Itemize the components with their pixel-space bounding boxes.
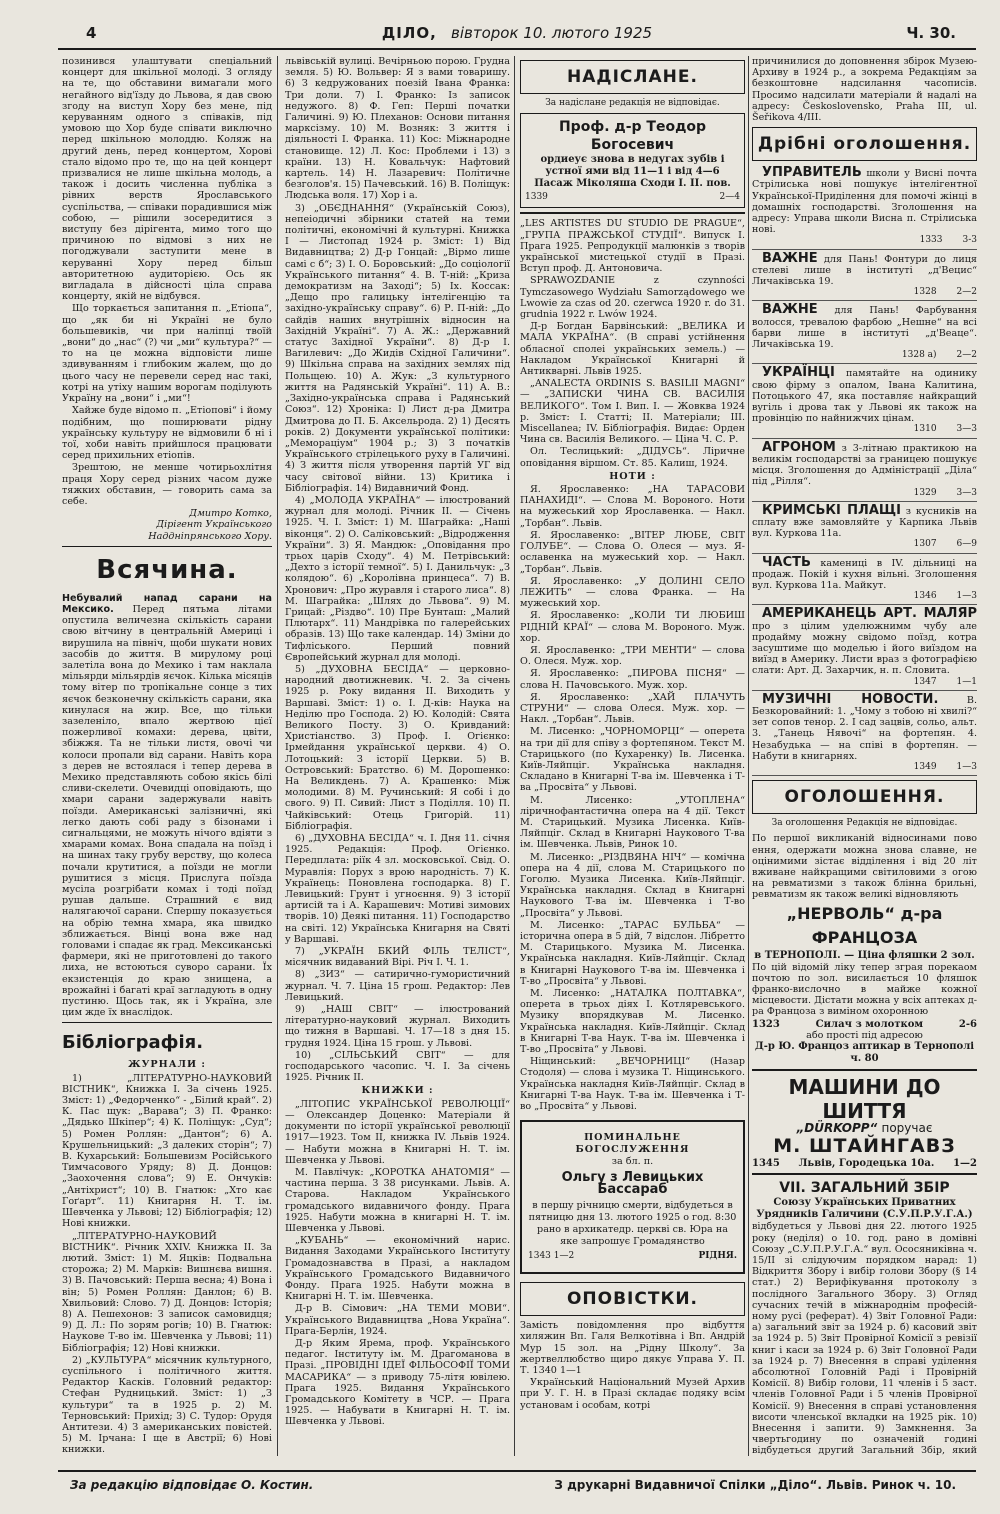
small-ads-list xyxy=(752,165,977,776)
small-ad-caption: АМЕРИКАНЕЦЬ АРТ. МАЛЯР xyxy=(762,606,977,622)
small-ad xyxy=(752,440,977,502)
notes-label: НОТИ : xyxy=(609,470,656,482)
nervol-also: або прості під адресою xyxy=(806,1029,923,1041)
letter-paragraph: Хайже буде відомо п. „Етіопові“ і йому подібним, що поширювати рідну українську культуру не відмовили б ні і тої, хоби навіть прийшлося працювати серед прихильних етіопів. xyxy=(62,405,272,462)
biblio-entry: 6) „ДУХОВНА БЕСІДА“ ч. І. Дня 11. січня 1925. Редакція: Проф. Огієнко. Передплата: ріїк 4 зл. московської. Свід. О. Муравлія: Порух з врою народність. 7) К. Українець: Поновлена господарка. 8) Г. Левицький: Грунт і угноєння. 9) З історії артисій та і А. Карашевич: Мотиві зимових творів. 10) Деякі питання. 11) Господарство на світі. 12) Українська Книгарня на Святі у Варшаві. xyxy=(285,833,510,945)
small-ad-count: 2—2 xyxy=(956,287,977,298)
biblio-entry: 3) „ОБЄДНАННЯ“ (Українській Союз), непеіодичні збірники статей на теми політичні, економічні й культурні. Книжка I — Листопад 1924 р. Зміст: 1) Від Видавництва; 2) Д-р Гонцай: „Вірмо лише самі с б“; 3) I. О. Боровський: „До соціології Українського питання“ 4. В. Т-ній: „Криза демократизм на Заході“; 5) Іх. Коссак: „Дещо про галицьку інтелігенцію та західно-українську справу“. 6) Р. П-ній: „До сайдів наших внутрішніх відносин на Західній Україні“. 7) А. Ж.: „Державний статус Західної України“. 8) Д-р І. Вагилевич: „До Жидів Східної Галичини“. 9) Шкільна справа на західних землях під Польщею. 10) А. Жук: „З культурного життя на Радянській Україні“. 11) А. В.: „Західно-українська справа і Радянський Союз“. 12) Хроніка: І) Лист д-ра Дмитра Дмитрова до П. Б. Аксельрода. 2) 1) Десять років. 2) Документи української політики: „Мемораціум“ 1904 р.; 3) З початків Українського стрілецького руху в Галичині. 4) З життя після утворення партій УГ від часу світової війни. 13) Критика і Бібліографія. 14) Видавничий Фонд. xyxy=(285,202,510,494)
small-ad-caption: ВАЖНЕ xyxy=(762,250,818,266)
notes-entry: Я. Ярославенко: „У ДОЛИНІ СЕЛО ЛЕЖИТЬ“ — слова Франка. — На мужеський хор. xyxy=(520,575,745,610)
memorial-notice xyxy=(520,1120,745,1274)
nervol-count: 2-6 xyxy=(958,1018,977,1030)
divider xyxy=(752,1069,977,1071)
meeting-title: VII. ЗАГАЛЬНИЙ ЗБІР xyxy=(779,1180,950,1197)
small-ad-count: 3—3 xyxy=(956,424,977,435)
issue-number: Ч. 30. xyxy=(906,24,956,42)
machines-code: 1345 xyxy=(752,1158,780,1170)
nervol-more: По цій відомій ліку тепер зграя порекаом почтою по зол. висилається 10 фляшок франко-вислочно в майже кожної місцевости. Дістати можна у всіх аптеках д-ра Францоза з виміном охоронною xyxy=(752,961,977,1018)
letter-paragraph: позинився улаштувати спеціальний концерт для шкільної молоді. З огляду на те, що обставини вимагали мого негайного від'їзду до Львова, я дав свою згоду на виступ Хору без мене, під керуванням одного з співаків, під умовою що Хор буде співати виключно перед шкільною молоддю. Коляж на другий день, перед концертом, Хорові стало відомо про те, що на цей концерт призвалися не лише шкільна молодь, а також і досить численна публіка з рівних верств Ярославського суспільства, — співаки порадившися між собою, — рішили зосередитися з виступу без дірігента, мимо того що причиною по відмові з них не погоджували заступити мене в керуванні Хору перед більш авторитетною аудиторією. Ось як вигладала в дійсності ціла справа концерту, якій не відбувся. xyxy=(62,56,272,303)
small-ads-title: Дрібні оголошення. xyxy=(757,134,972,155)
small-ad-text: школи у Висні почта Стрілиська нові пошукує інтелігентної Української-Приділення для помочі жінці в домашніх господарстві. Зголошення на адресу: Управа школи Висна п. Стрілиська нові. xyxy=(752,168,977,236)
notices-header xyxy=(520,1282,745,1316)
notes-entry: Я. Ярославенко: „ПИРОВА ПІСНЯ“ — слова Н. Пачовського. Муж. хор. xyxy=(520,668,745,691)
small-ad-count: 3—3 xyxy=(956,487,977,498)
misc-article-text: Перед пятьма літами опустила величезна скількість сарани свою вітчину в центральній Америці і вирушила на північ, щоби шукати нових засобів до життя. В мирулому році залетіла вона до Мехико і там наклала мільярди мільярдів яєчок. Кілька місяців тому вітер по тропікальне сонце з тих яєчок безконечну скількість сарани, яка кинулася на жир. Все, що тільки зазеленіло, впало жертвою цієї пожерливої комахи: дерева, цвіти, збіжжя. Та не тільки листя, овочі чи колоси пропали від сарани. Навіть кора з дерев не встоялася і тепер дерева в Мехико представляють собою якісь білі сливи-скелети. Очевидці оповідають, що хмари сарани задержували навіть поїзди. Американські залізничні, які легко дають собі раду з бізонами і сигнальцями, не можуть нічого вдіяти з хмарами комах. Вона спадала на поїзд і на шинах таку грубу верству, що колеса почали крутитися, а поїзди не могли рушитися з місця. Прислуга поїзда мусіла розгрібати комах і тоді поїзд рушав дальше. Страшний є вид налягаючої сарани. Спершу показується на обрію темна хмара, яка швидко зближається. Вінці вона вже над головами і спадає як град. Мексиканські фармери, які не приготовлені до такого лиха, не встоються суворо сарани. Їх екзистенція до краю знищена, а врожайні і багаті краї загладують в одну пустиню. Щось так, як і Україна, зле цим жде їх внаслідок. xyxy=(62,603,272,1019)
divider xyxy=(62,546,272,547)
nervol-place: в ТЕРНОПОЛІ. — Ціна фляшки 2 зол. xyxy=(754,949,975,961)
prof-ad xyxy=(520,113,745,208)
small-ad-ref xyxy=(752,488,977,499)
ads-title: ОГОЛОШЕННЯ. xyxy=(784,787,945,808)
small-ad-code: 1307 xyxy=(913,539,937,550)
small-ad-code: 1333 xyxy=(919,235,943,246)
small-ad-text: для Пань! Фонтури до лиця стелеві лише в інституті „д'Вецис“ Личаківська 19. xyxy=(752,253,977,288)
book-entry: М. Павлічук: „КОРОТКА АНАТОМІЯ“ — частина перша. З 38 рисунками. Львів. А. Старова. Накладом Українського громадського видавничого фонду. Прага 1925. Набути можна в книгарні Н. Т. ім. Шевченка у Львові. xyxy=(285,1166,510,1234)
ad-code xyxy=(525,192,740,203)
small-ad-caption: ВАЖНЕ xyxy=(762,302,818,318)
biblio-entry: 10) „СІЛЬСЬКИЙ СВІТ“ — для господарського часопис. Ч. І. За січень 1925. Річник ІІ. xyxy=(285,1049,510,1084)
small-ad-count: 1—1 xyxy=(956,676,977,687)
nervol-sign: Д-р Ю. Францоз аптикар в Тернополі ч. 80 xyxy=(754,1041,975,1065)
biblio-entry: 1) „ЛІТЕРАТУРНО-НАУКОВИЙ ВІСТНИК“, Книжка І. За січень 1925. Зміст: 1) „Федорченко“ - „Білий край“. 2) К. Пас щук: „Варава“; 3) П. Франко: „Дядько Шкіпер“; 4) К. Поліщук: „Суд“; 5) Ромен Роллян: „Дантон“; 6) А. Крушельницький: „З далеких сторін“; 7) В. Кухарський: Большевизм Російського Тимчасового Уряду; 8) Д. Донцов: „Заохочення слова“; 9) Е. Ончуків: „Антіхрист“; 10) В. Гнатюк: „Хто кає Гоґарт“. 11) Книгарня Н. Т. ім. Шевченка у Львові; 12) Бібліографія; 12) Нові книжки. xyxy=(62,1072,272,1230)
small-ad-count: 1—3 xyxy=(956,591,977,602)
small-ad xyxy=(752,606,977,690)
machines-brand-row xyxy=(752,1123,977,1134)
small-ad-text: В. Безкоровайний: 1. „Чому з тобою ні хвилі?“ зет сопов тенор. 2. І сад зацвів, сольо, альт. 3. „Танець Нявочі“ на фортепян. 4. Незабудька — на співі в фортепян. — Набути в книгарнях. xyxy=(752,694,977,762)
small-ad xyxy=(752,365,977,438)
machines-addr-row xyxy=(752,1158,977,1169)
notice-entry: Український Національний Музей Архив при У. Г. Н. в Празі складає подяку всім установам і особам, котрі xyxy=(520,1377,745,1411)
column-divider xyxy=(277,56,278,1456)
notes-entry: Я. Ярославенко: „НА ТАРАСОВИ ПАНАХИДІ“. — Слова М. Вороного. Ноти на мужеський хор Ярославенка. — Накл. „Торбан“. Львів. xyxy=(520,484,745,529)
divider xyxy=(520,212,745,214)
biblio-entry: „ANALECTA ORDINIS S. BASILII MAGNI“ — „ЗАПИСКИ ЧИНА СВ. ВАСИЛІЯ ВЕЛИКОГО“. Том I. Вип. I. — Жовква 1924 р. Зміст: I. Статті; II. Матеріали; III. Miscellanea; IV. Бібліографія. Видає: Орден Чина св. Василія Великого. — Ціна Ч. С. Р. xyxy=(520,378,745,446)
machines-addr: Львів, Городецька 10а. xyxy=(798,1158,935,1170)
footer-printer: З друкарні Видавничої Спілки „Діло“. Львів. Ринок ч. 10. xyxy=(554,1478,956,1492)
small-ad-ref xyxy=(752,539,977,550)
sent-in-title: НАДІСЛАНЕ. xyxy=(567,67,698,87)
small-ad xyxy=(752,302,977,364)
biblio-entry: Д-р Богдан Барвінський: „ВЕЛИКА И МАЛА УКРАЇНА“. (В справі устійнення обласної сполеі українських земель.) — Накладом Української Книгарні й Антикварні. Львів 1925. xyxy=(520,321,745,378)
signature-role: Дірігент Українського Наддніпрянського Хору. xyxy=(148,519,272,542)
divider xyxy=(752,1173,977,1175)
small-ad-ref xyxy=(752,424,977,435)
biblio-entry: 9) „НАШ СВІТ“ — ілюстрований літературно-науковий журнал. Виходить що тижня в Варшаві. Ч. 17—18 з дня 15. грудня 1924. Ціна 15 грош. у Львові. xyxy=(285,1004,510,1049)
nervol-intro: По першої викликаній відносинами пово ення, одержати можна знова славне, не оцінимими зістає відділення і від 20 літ вживане найкращими світиловими з огою на ревматизми з також блінна брильні, ревматизм як також великі відновляють xyxy=(752,833,977,901)
biblio-entry: „ЛІТЕРАТУРНО-НАУКОВИЙ ВІСТНИК“. Річник XXIV. Книжка II. За лютий. Зміст: 1) М. Яцків: Подвальна сторожа; 2) М. Марків: Вишнєва вишня. 3) В. Пачовський: Перша весна; 4) Вона і він; 5) Ромен Роллян: Данлон; 6) В. Хвильовий: Слово. 7) Д. Донцов: Історія; 8) А. Пешехонов: З записок самовидця; 9) Д. Л.: По зорям рогів; 10) В. Гнатюк: Наукове Т-во ім. Шевченка у Львові; 11) Бібліографія; 12) Нові книжки. xyxy=(62,1230,272,1354)
small-ad-code: 1349 xyxy=(913,761,937,772)
biblio-entry: 5) „ДУХОВНА БЕСІДА“ — церковно-народний двотижневик. Ч. 2. За січень 1925 р. Року видання ІІ. Виходить у Варшаві. Зміст: 1) о. І. Д-ків: Наука на Неділю про Господа. 2) Ю. Колодій: Свята Великого Посту. 3) О. Кривданий: Христіанство. 3) Проф. І. Огієнко: Ірмейдання української церкви. 4) О. Лотоцький: З історії Церкви. 5) В. Островський: Братство. 6) М. Дорошенко: На Великдень. 7) А. Крашенко: Між молодими. 8) М. Ручинський: Я собі і до свого. 9) П. Сивий: Лист з Поділля. 10) П. Чайківський: Отець Григорій. 11) Бібліографія. xyxy=(285,663,510,832)
notes-entry: М. Лисенко: „НАТАЛКА ПОЛТАВКА“, оперета в трьох діях І. Котляревського. Музику впорядкував М. Лисенко. Українська накладня. Київ-Ляйпціг. Склад в Книгарні Т-ва Наук. Т-ва ім. Шевченка і Т-во „Просвіта“ у Львові. xyxy=(520,988,745,1056)
notes-entry: Я. Ярославенко: „ВІТЕР ЛЮБЕ, СВІТ ГОЛУБЕ“. — Слова О. Олеся — муз. Я-ославенка на мужеський хор. — Накл. „Торбан“. Львів. xyxy=(520,529,745,575)
small-ad xyxy=(752,165,977,249)
notes-entry: М. Лисенко: „УТОПЛЕНА“ ліричнофантастична опера на 4 дії. Текст М. Старицький. Музика Лисенка. Київ-Ляйпціг. Склад в Книгарні Наукового Т-ва ім. Шевченка. Львів, Ринок 10. xyxy=(520,794,745,851)
small-ad-ref xyxy=(752,762,977,773)
journals-label: ЖУРНАЛИ : xyxy=(128,1059,206,1071)
book-entry: „ЛІТОПИС УКРАЇНСЬКОЇ РЕВОЛЮЦІЇ“ — Олександер Доценко: Матеріали й документи по історії української революції 1917—1923. Том ІІ, книжка ІV. Львів 1924. — Набути можна в Книгарні Н. Т. ім. Шевченка у Львові. xyxy=(285,1098,510,1166)
newspaper-title: ДІЛО, xyxy=(381,24,437,42)
notes-entry: Я. Ярославенко: „ТРИ МЕНТИ“ — слова О. Олеся. Муж. хор. xyxy=(520,644,745,668)
small-ad-code: 1328 a) xyxy=(901,350,937,361)
signature-name: Дмитро Котко, xyxy=(189,508,272,520)
small-ad-caption: КРИМСЬКІ ПЛАЩІ xyxy=(762,502,901,518)
memorial-title: ПОМИНАЛЬНЕ БОГОСЛУЖЕННЯ xyxy=(575,1132,690,1156)
biblio-entry: 7) „УКРАЇН БКИЙ ФІЛЬ ТЕЛІСТ“, місячник видаваний Вірі. Річ І. Ч. 1. xyxy=(285,946,510,969)
small-ad xyxy=(752,555,977,606)
notices-title: ОПОВІСТКИ. xyxy=(566,1289,699,1310)
small-ad-code: 1346 xyxy=(913,591,937,602)
biblio-entry: 8) „ЗИЗ“ — сатирично-гумористичний журнал. Ч. 7. Ціна 15 грош. Редактор: Лев Левицький. xyxy=(285,969,510,1003)
notes-entry: М. Лисенко: „РІЗДВЯНА НІЧ“ — комічна опера на 4 дії, слова М. Старицького по Гоголю. Музика Лисенка. Київ-Ляйпціг. Українська накладня. Склад в Книгарні Наукового Т-ва ім. Шевченка і Т-во „Просвіта“ у Львові. xyxy=(520,851,745,919)
machines-count: 1—2 xyxy=(953,1158,977,1170)
machines-company: М. ШТАЙНГАВЗ xyxy=(773,1135,956,1158)
page-footer xyxy=(58,1470,976,1496)
small-ad-code: 1329 xyxy=(913,487,937,498)
small-ad-count: 2—2 xyxy=(956,350,977,361)
biblio-entry: „LES ARTISTES DU STUDIO DE PRAGUE“, „ГРУПА ПРАЖСЬКОЇ СТУДІЇ“. Випуск І. Прага 1925. Репродукції малюнків з творів української мистецької студії в Празі. Вступ проф. Д. Антоновича. xyxy=(520,218,745,275)
notes-entry: Ніщинський: „ВЕЧОРНИЦІ“ (Назар Стодоля) — слова і музика Т. Ніщинського. Українська накладня Київ-Ляйпціг. Склад в Книгарні Т-ва Наук. Т-ва ім. Шевченка і Т-во „Просвіта“ у Львові. xyxy=(520,1056,745,1113)
small-ad-count: 3-3 xyxy=(962,235,977,246)
column-divider xyxy=(514,56,515,1456)
section-title-bibliography: Бібліографія. xyxy=(62,1032,204,1054)
issue-date: вівторок 10. лютого 1925 xyxy=(451,24,653,42)
small-ads-header xyxy=(752,127,977,161)
small-ad xyxy=(752,251,977,302)
column-divider xyxy=(748,56,749,1456)
small-ad-code: 1328 xyxy=(913,287,937,298)
misc-article xyxy=(62,593,272,1019)
column-3 xyxy=(520,56,745,1456)
misc-article-lead: Небувалий напад сарани на Мексико. xyxy=(62,592,272,615)
memorial-sign: РІДНЯ. xyxy=(698,1251,737,1262)
book-entry: Д-р Яким Ярема, проф. Українського педагог. Інституту ім. М. Драгоманова в Празі. „ПРОВІДНІ ІДЕЇ ФІЛЬОСОФІЇ ТОМИ МАСАРИКА“ — з приводу 75-літя ювілею. Прага 1925. Видання Українського Громадського Комітету в ЧСР. — Прага 1925. — Набувати в Книгарні Н. Т. ім. Шевченка у Львові. xyxy=(285,1337,510,1428)
small-ad-ref xyxy=(752,235,977,246)
small-ad-caption: АГРОНОМ xyxy=(762,439,836,455)
memorial-for: за бл. п. xyxy=(611,1156,654,1168)
small-ad-caption: МУЗИЧНІ НОВОСТИ. xyxy=(762,691,939,707)
small-ad-ref xyxy=(752,591,977,602)
letter-paragraph: Що торкається запитання п. „Етіопа“, що „як би ні Україні не було большевиків, чи при наліпці твоїй „вони“ до „нас“ (?) чи „ми“ культура?“ — то на це можна відповісти лише здивуванням і глибоким жалем, що до цього часу не перевели серед нас такі, котрі на утіху нашим ворогам поділують Україну на „вони“ і „ми“! xyxy=(62,303,272,405)
book-entry: Д-р В. Сімович: „НА ТЕМИ МОВИ“. Українського Видавництва „Нова Україна“. Прага-Берлін, 1924. xyxy=(285,1303,510,1337)
notes-entry: Я. Ярославенко: „КОЛИ ТИ ЛЮБИШ РІДНІЙ КРАЇ“ — слова М. Вороного. Муж. хор. xyxy=(520,610,745,644)
prof-ad-title: Проф. д-р Теодор Богосевич xyxy=(558,119,707,154)
biblio-entry: львівській вулиці. Вечірньою порою. Грудна земля. 5) Ю. Вольвер: Я з вами товаришу. 6) З кедружованих поезій Івана Франка: Три доли. 7) І. Франко: Із записок недужого. 8) Ф. Геп: Перші початки Галичині. 9) Ю. Плеханов: Основи питання марксізму. 10) М. Возняк: З життя і діяльності І. Франка. 11) Кос: Міжнародне становище. 12) Л. Кос: Проблеми і 13) з країни. 13) Н. Ковальчук: Нафтовий картель. 14) Н. Лазаревич: Політичне безголов'я. 15) Пачевський. 16) В. Поліщук: Людська воля. 17) Хор і а. xyxy=(285,56,510,202)
letter-paragraph: Зрештою, не менше чотирьохлітня праця Хору серед різних часом дуже тяжких обставин, — говорить сама за себе. xyxy=(62,462,272,507)
meeting-org: Союзу Українських Приватних Урядників Галичини (С.У.П.Р.У.Г.А.) xyxy=(756,1197,973,1221)
memorial-code: 1343 1—2 xyxy=(528,1251,575,1262)
ads-note: За оголошення Редакція не відповідає. xyxy=(771,818,958,829)
sent-in-header xyxy=(520,60,745,94)
small-ad-ref xyxy=(752,350,977,361)
notes-entry: М. Лисенко: „ЧОРНОМОРЦІ“ — оперета на три дії для співу з фортепяном. Текст М. Старицького (по Кухаренку) Ів. Лисенка. Київ-Ляйпціг. Українська накладня. Складано в Книгарні Т-ва ім. Шевченка і Т-ва „Просвіта“ у Львові. xyxy=(520,726,745,794)
books-label: КНИЖКИ : xyxy=(361,1085,434,1097)
section-title-misc: Всячина. xyxy=(96,554,238,585)
ad-code-number: 1339 xyxy=(525,192,548,203)
prof-ad-address: Пасаж Міколяша Сходи І. ІІ. пов. xyxy=(534,178,731,190)
small-ad-text: камениці в IV. дільниці на продаж. Покій і кухня вільні. Зголошення вул. Куркова 11а. Майкут. xyxy=(752,557,977,591)
column-2 xyxy=(285,56,510,1456)
small-ad-text: з кусників на сплату вже замовляйте у Карпика Львів вул. Куркова 11а. xyxy=(752,505,977,540)
book-entry: „КУБАНЬ“ — економічний нарис. Видання Заходами Українського Інституту Громадознавства в Празі, а накладом Українського Громадського Видавничого Фонду. Прага 1925. Набути можна в Книгарні Н. Т. ім. Шевченка. xyxy=(285,1235,510,1303)
notes-entry: М. Лисенко: „ТАРАС БУЛЬБА“ — історична опера в 5 дій, 7 відслон. Лібретто М. Старицького. Музика М. Лисенка. Українська накладня. Київ-Ляйпціг. Склад в Книгарні Наукового Т-ва ім. Шевченка і Т-во „Просвіта“ у Львові. xyxy=(520,919,745,987)
biblio-entry: Ол. Теслицький: „ДІДУСЬ“. Ліричне оповідання віршом. Ст. 85. Калиш, 1924. xyxy=(520,446,745,469)
small-ad-ref xyxy=(752,287,977,298)
machines-title: МАШИНИ ДО ШИТТЯ xyxy=(788,1075,941,1124)
notice-entry: Замість повідомлення про відбуття хиляжин Вп. Галя Велкотівна і Вп. Андрій Мур 15 зол. на „Рідну Школу“. За жертвеллюбство щиро дякує Управа У. П. Т. 1340 1—1 xyxy=(520,1320,745,1377)
column-1 xyxy=(62,56,272,1456)
notes-entry: Я. Ярославенко: „ХАЙ ПЛАЧУТЬ СТРУНИ“ — слова Олеся. Муж. хор. — Накл. „Торбан“. Львів. xyxy=(520,691,745,726)
small-ad-text: для Пань! Фарбування волосся, тревалою фарбою „Нешне“ на всі барви лише в інституті „д'Веаце“. Личаківська 19. xyxy=(752,305,977,351)
small-ad xyxy=(752,503,977,554)
column-4 xyxy=(752,56,977,1456)
meeting-notice xyxy=(752,1179,977,1456)
prof-ad-body: ордиеує знова в недугах зубів і устної ями від 11—1 і від 4—6 xyxy=(540,154,725,178)
memorial-text: в першу річницю смерти, відбудеться в пятницю дня 13. лютого 1925 о год. 8:30 рано в архикатедр. церкві св. Юра на яке запрошує Громадянство xyxy=(528,1200,737,1248)
small-ad-caption: ЧАСТЬ xyxy=(762,554,811,570)
memorial-name: Ольгу з Левицьких Бассараб xyxy=(561,1170,704,1198)
memorial-footer xyxy=(528,1250,737,1262)
small-ad xyxy=(752,692,977,776)
nervol-mark: Силач з молотком xyxy=(815,1018,924,1030)
small-ad-code: 1347 xyxy=(913,676,937,687)
nervol-mark-row xyxy=(752,1019,977,1030)
sent-in-note: За надіслане редакція не відповідає. xyxy=(545,98,720,108)
machines-brand: „DÜRKOPP“ xyxy=(796,1121,878,1136)
biblio-entry: SPRAWOZDANIE z czynności Tymczasowego Wydziału Samorządowego we Lwowie za czas od 20. czerwca 1920 r. do 31. grudnia 1922 r. Lwów 1924. xyxy=(520,275,745,321)
small-ad-text: з 3-літнаю практикою на великім господарстві за границею пошукує місця. Зголошення до Адміністрації „Діла“ під „Рілля“. xyxy=(752,442,977,488)
small-ad-text: про з цілим уделюжнимм чубу але продайму можну свідомо поїзд, котра засуштиме що моделью і його виїздом на виїзд в Америку. Листи враз з фотографією слати: Арт. Д. Захарчик, н. п. Словита. xyxy=(752,620,977,677)
ad-code-count: 2—4 xyxy=(719,192,740,203)
small-ad-code: 1310 xyxy=(913,424,937,435)
page-number: 4 xyxy=(86,24,97,42)
small-ad-ref xyxy=(752,677,977,688)
meeting-text: відбудеться у Львові дня 22. лютого 1925 року (неділя) о 10. год. рано в домівні Союзу „С.У.П.Р.У.Г.А.“ вул. Ососяниківна ч. 15/II зі слідуючим порядком нарад: 1) Відкриття Збору і вибір голови Збору (§ 14 стат.) 2) Верифікування протоколу з послідного Загального Збору. 3) Огляд сучасних течій в міжнароднім професій-ному русі (реферат). 4) Звіт Головної Ради: а) загальний звіт за 1924 р. б) касовий звіт за 1924 р. 5) Звіт Провірної Комісії з ревізії книг і каси за 1924 р. 6) Звіт Головної Ради за 1924 р. 7) Внесення в справі уділення абсолютної Головній Раді і Провірній Комісії. 8) Вибір голови, 11 членів і 5 заст. членів Головної Ради і 5 членів Провірної Комісії. 9) Внесення в справі установлення висоти членської вкладки на 1925 рік. 10) Внесення і запити. 9) Замкнення. За чвертьгодину по означеній годині відбудеться другий Загальний Збір, який xyxy=(752,1221,977,1456)
sewing-machines-ad xyxy=(752,1075,977,1169)
small-ad-count: 6—9 xyxy=(956,539,977,550)
small-ad-count: 1—3 xyxy=(956,761,977,772)
small-ad-text: памятайте на одинику свою фірму з опалом, Івана Калитина, Потоцького 47, яка поставляє найкращий вугіль і дрова так у Львові як також на провінцію по найнижчих цінам. xyxy=(752,368,977,425)
biblio-entry: 2) „КУЛЬТУРА“ місячник культурного, суспільного і політичного життя. Редактор Касків. Головний редактор: Стефан Рудницький. Зміст: 1) „З культури“ та в 1925 р. 2) М. Терновський: Прихід; 3) С. Тудор: Орудя Антитези. 4) З американських повістей. 5) М. Ірчана: І ще в Австрії; 6) Нові книжки. xyxy=(62,1354,272,1456)
nervol-ad xyxy=(752,833,977,1065)
small-ad-caption: УКРАЇНЦІ xyxy=(762,365,835,381)
ads-header xyxy=(752,780,977,814)
nervol-code: 1323 xyxy=(752,1018,780,1030)
machines-offer: поручає xyxy=(881,1121,933,1136)
notice-continuation: причинилися до доповнення збірок Музею-Архиву в 1924 р., а зокрема Редакціям за безкоштовне надсилання часописів. Просимо надсилати матеріали й надалі на адресу: Československo, Praha III, ul. Šeřikova 4/III. xyxy=(752,56,977,124)
footer-editor: За редакцію відповідає О. Костин. xyxy=(70,1478,314,1492)
masthead-center xyxy=(58,24,976,42)
biblio-entry: 4) „МОЛОДА УКРАЇНА“ — ілюстрований журнал для молоді. Річник II. — Січень 1925. Ч. I. Зміст: 1) М. Шаграйка: „Наші віконця“. 2) О. Саліковський: „Відродження України“. 3) Я. Мандюк: „Оповідання про трьох царів Сходу“. 4) М. Петрівський: „Дехто з історії темної“. 5) І. Данильчук: „З колядою“. 6) „Королівна принцеса“. 7) В. Хронович: „Про журавля і старого лиса“. 8) М. Шаграйка: „Шлях до Львова“. 9) М. Грицай: „Різдво“. 10) Пре Бунташ: „Малий Плютарх“. 11) Мандрівка по галерейських образів. 13) Що таке календар. 14) Зміни до Тифліського. Перший повний Європейський журнал для молоді. xyxy=(285,494,510,663)
masthead xyxy=(58,18,976,50)
nervol-title: „НЕРВОЛЬ“ д-ра ФРАНЦОЗА xyxy=(786,903,943,947)
divider xyxy=(62,1022,272,1023)
small-ad-caption: УПРАВИТЕЛЬ xyxy=(762,165,862,181)
